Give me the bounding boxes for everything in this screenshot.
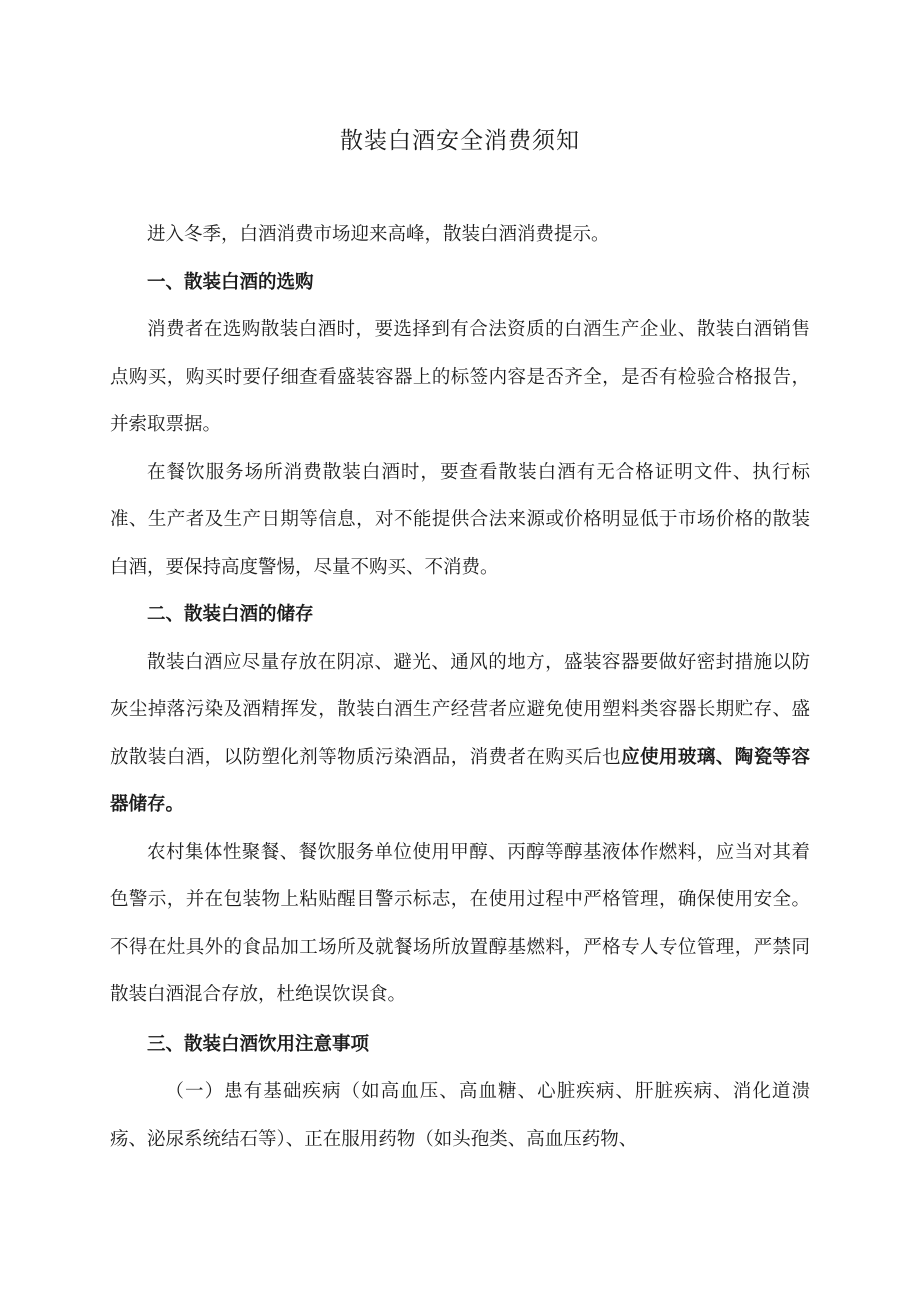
document-title: 散装白酒安全消费须知 <box>340 128 580 154</box>
section-2-paragraph-1 <box>110 639 810 829</box>
section-2-paragraph-1-text: 散装白酒应尽量存放在阴凉、避光、通风的地方，盛装容器要做好密封措施以防灰尘掉落污染及酒精挥发，散装白酒生产经营者应避免使用塑料类容器长期贮存、盛放散装白酒，以防塑化剂等物质污染酒品，消费者在购买后也 <box>110 651 810 768</box>
section-2-paragraph-2: 农村集体性聚餐、餐饮服务单位使用甲醇、丙醇等醇基液体作燃料，应当对其着色警示，并在包装物上粘贴醒目警示标志，在使用过程中严格管理，确保使用安全。不得在灶具外的食品加工场所及就餐场所放置醇基燃料，严格专人专位管理，严禁同散装白酒混合存放，杜绝误饮误食。 <box>110 841 810 1005</box>
section-1-heading: 一、散装白酒的选购 <box>147 271 314 293</box>
section-1-paragraph-1: 消费者在选购散装白酒时，要选择到有合法资质的白酒生产企业、散装白酒销售点购买，购买时要仔细查看盛装容器上的标签内容是否齐全，是否有检验合格报告，并索取票据。 <box>110 319 810 435</box>
section-3-heading: 三、散装白酒饮用注意事项 <box>147 1033 370 1055</box>
intro-paragraph: 进入冬季，白酒消费市场迎来高峰，散装白酒消费提示。 <box>147 224 610 245</box>
section-2-paragraph-1-bold: 应使用玻璃、陶瓷等容器储存。 <box>110 746 810 815</box>
section-3-paragraph-1: （一）患有基础疾病（如高血压、高血糖、心脏疾病、肝脏疾病、消化道溃疡、泌尿系统结石等）、正在服用药物（如头孢类、高血压药物、 <box>110 1081 810 1150</box>
section-2-heading: 二、散装白酒的储存 <box>147 604 314 625</box>
section-1-paragraph-2: 在餐饮服务场所消费散装白酒时，要查看散装白酒有无合格证明文件、执行标准、生产者及生产日期等信息，对不能提供合法来源或价格明显低于市场价格的散装白酒，要保持高度警惕，尽量不购买、不消费。 <box>110 461 810 578</box>
document-body <box>110 211 810 1163</box>
